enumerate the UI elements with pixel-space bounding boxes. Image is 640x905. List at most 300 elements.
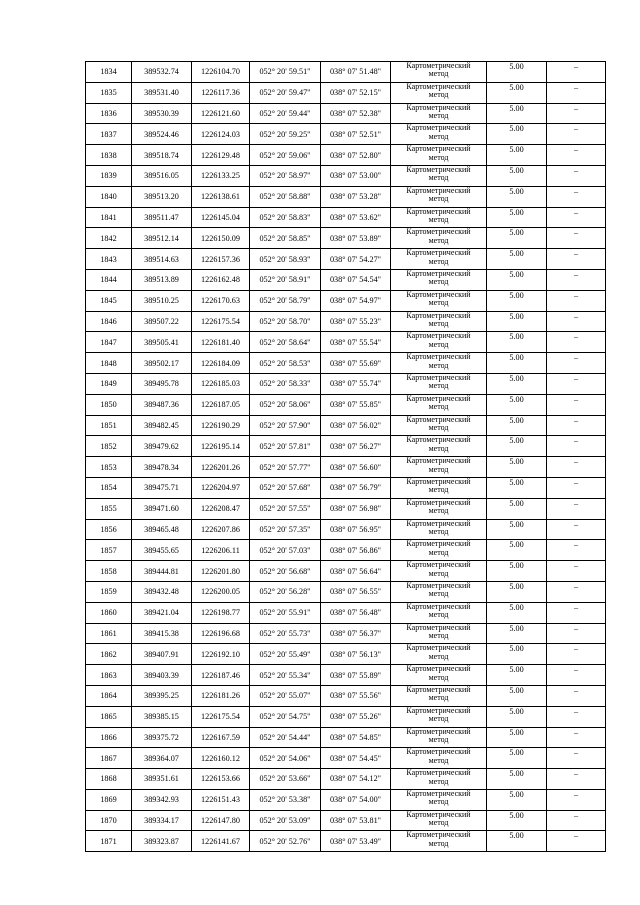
latitude-cell: 052° 20' 54.75" bbox=[250, 706, 321, 727]
method-cell bbox=[391, 124, 487, 145]
method-line1: Картометрический bbox=[406, 623, 471, 632]
method-cell bbox=[391, 457, 487, 478]
table-row bbox=[86, 269, 606, 290]
method-cell bbox=[391, 519, 487, 540]
coord-y-cell: 1226170.63 bbox=[192, 290, 250, 311]
method-line2: метод bbox=[428, 360, 449, 370]
point-number-cell: 1858 bbox=[86, 561, 132, 582]
latitude-cell: 052° 20' 58.93" bbox=[250, 249, 321, 270]
method-cell bbox=[391, 207, 487, 228]
coord-y-cell: 1226145.04 bbox=[192, 207, 250, 228]
longitude-cell: 038° 07' 54.27" bbox=[321, 249, 391, 270]
point-number-cell: 1851 bbox=[86, 415, 132, 436]
latitude-cell: 052° 20' 57.68" bbox=[250, 477, 321, 498]
method-cell bbox=[391, 186, 487, 207]
latitude-cell: 052° 20' 57.03" bbox=[250, 540, 321, 561]
latitude-cell: 052° 20' 57.90" bbox=[250, 415, 321, 436]
coord-x-cell: 389524.46 bbox=[132, 124, 192, 145]
accuracy-cell: 5.00 bbox=[487, 623, 547, 644]
method-line1: Картометрический bbox=[406, 352, 471, 362]
method-line1: Картометрический bbox=[406, 539, 471, 549]
description-cell: – bbox=[547, 269, 606, 290]
method-cell bbox=[391, 706, 487, 727]
coord-y-cell: 1226200.05 bbox=[192, 581, 250, 602]
accuracy-cell: 5.00 bbox=[487, 561, 547, 582]
coord-x-cell: 389444.81 bbox=[132, 561, 192, 582]
table-row bbox=[86, 228, 606, 249]
coord-y-cell: 1226141.67 bbox=[192, 831, 250, 852]
longitude-cell: 038° 07' 54.12" bbox=[321, 769, 391, 790]
accuracy-cell: 5.00 bbox=[487, 165, 547, 186]
table-row bbox=[86, 685, 606, 706]
table-row bbox=[86, 415, 606, 436]
accuracy-cell: 5.00 bbox=[487, 644, 547, 665]
method-line2: метод bbox=[428, 422, 449, 432]
coord-x-cell: 389471.60 bbox=[132, 498, 192, 519]
description-cell: – bbox=[547, 62, 606, 83]
table-row bbox=[86, 373, 606, 394]
description-cell: – bbox=[547, 290, 606, 311]
method-cell bbox=[391, 561, 487, 582]
coord-x-cell: 389395.25 bbox=[132, 685, 192, 706]
method-line2: метод bbox=[428, 443, 449, 453]
coord-x-cell: 389364.07 bbox=[132, 748, 192, 769]
latitude-cell: 052° 20' 56.28" bbox=[250, 581, 321, 602]
table-row bbox=[86, 186, 606, 207]
accuracy-cell: 5.00 bbox=[487, 477, 547, 498]
longitude-cell: 038° 07' 55.69" bbox=[321, 353, 391, 374]
description-cell: – bbox=[547, 685, 606, 706]
coord-x-cell: 389415.38 bbox=[132, 623, 192, 644]
latitude-cell: 052° 20' 58.83" bbox=[250, 207, 321, 228]
method-line2: метод bbox=[428, 568, 449, 578]
coord-y-cell: 1226104.70 bbox=[192, 62, 250, 83]
longitude-cell: 038° 07' 56.79" bbox=[321, 477, 391, 498]
method-line2: метод bbox=[428, 318, 449, 328]
point-number-cell: 1857 bbox=[86, 540, 132, 561]
coord-x-cell: 389323.87 bbox=[132, 831, 192, 852]
latitude-cell: 052° 20' 57.35" bbox=[250, 519, 321, 540]
latitude-cell: 052° 20' 58.85" bbox=[250, 228, 321, 249]
method-line2: метод bbox=[428, 526, 449, 536]
point-number-cell: 1870 bbox=[86, 810, 132, 831]
accuracy-cell: 5.00 bbox=[487, 82, 547, 103]
accuracy-cell: 5.00 bbox=[487, 394, 547, 415]
method-line1: Картометрический bbox=[406, 768, 471, 778]
coord-x-cell: 389502.17 bbox=[132, 353, 192, 374]
method-line1: Картометрический bbox=[406, 727, 471, 736]
coord-y-cell: 1226207.86 bbox=[192, 519, 250, 540]
table-row bbox=[86, 581, 606, 602]
method-line1: Картометрический bbox=[406, 227, 471, 237]
latitude-cell: 052° 20' 55.49" bbox=[250, 644, 321, 665]
point-number-cell: 1860 bbox=[86, 602, 132, 623]
accuracy-cell: 5.00 bbox=[487, 810, 547, 831]
point-number-cell: 1838 bbox=[86, 145, 132, 166]
longitude-cell: 038° 07' 52.15" bbox=[321, 82, 391, 103]
latitude-cell: 052° 20' 52.76" bbox=[250, 831, 321, 852]
point-number-cell: 1856 bbox=[86, 519, 132, 540]
coord-x-cell: 389513.20 bbox=[132, 186, 192, 207]
table-row bbox=[86, 831, 606, 852]
description-cell: – bbox=[547, 519, 606, 540]
coord-y-cell: 1226201.26 bbox=[192, 457, 250, 478]
latitude-cell: 052° 20' 58.70" bbox=[250, 311, 321, 332]
method-cell bbox=[391, 477, 487, 498]
method-line1: Картометрический bbox=[406, 581, 471, 590]
description-cell: – bbox=[547, 103, 606, 124]
longitude-cell: 038° 07' 52.80" bbox=[321, 145, 391, 166]
point-number-cell: 1842 bbox=[86, 228, 132, 249]
method-cell bbox=[391, 769, 487, 790]
method-line2: метод bbox=[428, 755, 449, 765]
latitude-cell: 052° 20' 58.64" bbox=[250, 332, 321, 353]
coord-y-cell: 1226150.09 bbox=[192, 228, 250, 249]
coord-x-cell: 389495.78 bbox=[132, 373, 192, 394]
point-number-cell: 1859 bbox=[86, 581, 132, 602]
coord-y-cell: 1226195.14 bbox=[192, 436, 250, 457]
latitude-cell: 052° 20' 59.51" bbox=[250, 62, 321, 83]
longitude-cell: 038° 07' 55.85" bbox=[321, 394, 391, 415]
coord-x-cell: 389465.48 bbox=[132, 519, 192, 540]
description-cell: – bbox=[547, 581, 606, 602]
latitude-cell: 052° 20' 57.55" bbox=[250, 498, 321, 519]
point-number-cell: 1850 bbox=[86, 394, 132, 415]
table-row bbox=[86, 62, 606, 83]
table-row bbox=[86, 82, 606, 103]
latitude-cell: 052° 20' 58.91" bbox=[250, 269, 321, 290]
method-line2: метод bbox=[428, 776, 449, 786]
accuracy-cell: 5.00 bbox=[487, 62, 547, 83]
coord-y-cell: 1226192.10 bbox=[192, 644, 250, 665]
point-number-cell: 1869 bbox=[86, 789, 132, 810]
table-row bbox=[86, 498, 606, 519]
coord-y-cell: 1226124.03 bbox=[192, 124, 250, 145]
method-line1: Картометрический bbox=[406, 165, 471, 174]
coord-x-cell: 389510.25 bbox=[132, 290, 192, 311]
longitude-cell: 038° 07' 54.97" bbox=[321, 290, 391, 311]
method-line2: метод bbox=[428, 131, 449, 141]
coord-x-cell: 389421.04 bbox=[132, 602, 192, 623]
coord-y-cell: 1226138.61 bbox=[192, 186, 250, 207]
description-cell: – bbox=[547, 311, 606, 332]
method-line1: Картометрический bbox=[406, 123, 471, 133]
accuracy-cell: 5.00 bbox=[487, 290, 547, 311]
point-number-cell: 1840 bbox=[86, 186, 132, 207]
method-cell bbox=[391, 311, 487, 332]
point-number-cell: 1844 bbox=[86, 269, 132, 290]
longitude-cell: 038° 07' 55.26" bbox=[321, 706, 391, 727]
coord-y-cell: 1226129.48 bbox=[192, 145, 250, 166]
coord-x-cell: 389432.48 bbox=[132, 581, 192, 602]
description-cell: – bbox=[547, 623, 606, 644]
point-number-cell: 1845 bbox=[86, 290, 132, 311]
method-line1: Картометрический bbox=[406, 477, 471, 486]
latitude-cell: 052° 20' 58.06" bbox=[250, 394, 321, 415]
method-cell bbox=[391, 332, 487, 353]
accuracy-cell: 5.00 bbox=[487, 186, 547, 207]
description-cell: – bbox=[547, 186, 606, 207]
description-cell: – bbox=[547, 436, 606, 457]
accuracy-cell: 5.00 bbox=[487, 311, 547, 332]
coord-x-cell: 389505.41 bbox=[132, 332, 192, 353]
method-line2: метод bbox=[428, 464, 449, 474]
coord-y-cell: 1226167.59 bbox=[192, 727, 250, 748]
longitude-cell: 038° 07' 54.45" bbox=[321, 748, 391, 769]
table-row bbox=[86, 789, 606, 810]
latitude-cell: 052° 20' 58.33" bbox=[250, 373, 321, 394]
method-cell bbox=[391, 748, 487, 769]
accuracy-cell: 5.00 bbox=[487, 207, 547, 228]
table-row bbox=[86, 644, 606, 665]
method-cell bbox=[391, 789, 487, 810]
method-line1: Картометрический bbox=[406, 373, 471, 382]
table-row bbox=[86, 623, 606, 644]
coord-y-cell: 1226117.36 bbox=[192, 82, 250, 103]
point-number-cell: 1853 bbox=[86, 457, 132, 478]
method-line1: Картометрический bbox=[406, 144, 471, 154]
point-number-cell: 1837 bbox=[86, 124, 132, 145]
method-line1: Картометрический bbox=[406, 789, 471, 798]
method-line2: метод bbox=[428, 672, 449, 682]
longitude-cell: 038° 07' 56.98" bbox=[321, 498, 391, 519]
latitude-cell: 052° 20' 58.88" bbox=[250, 186, 321, 207]
coord-x-cell: 389507.22 bbox=[132, 311, 192, 332]
latitude-cell: 052° 20' 55.91" bbox=[250, 602, 321, 623]
point-number-cell: 1836 bbox=[86, 103, 132, 124]
table-row bbox=[86, 145, 606, 166]
accuracy-cell: 5.00 bbox=[487, 228, 547, 249]
description-cell: – bbox=[547, 353, 606, 374]
accuracy-cell: 5.00 bbox=[487, 353, 547, 374]
method-cell bbox=[391, 665, 487, 686]
description-cell: – bbox=[547, 561, 606, 582]
description-cell: – bbox=[547, 789, 606, 810]
table-row bbox=[86, 810, 606, 831]
method-cell bbox=[391, 103, 487, 124]
coord-y-cell: 1226206.11 bbox=[192, 540, 250, 561]
coord-x-cell: 389512.14 bbox=[132, 228, 192, 249]
point-number-cell: 1865 bbox=[86, 706, 132, 727]
table-row bbox=[86, 207, 606, 228]
method-line2: метод bbox=[428, 339, 449, 349]
method-cell bbox=[391, 602, 487, 623]
point-number-cell: 1849 bbox=[86, 373, 132, 394]
description-cell: – bbox=[547, 706, 606, 727]
table-row bbox=[86, 769, 606, 790]
method-line1: Картометрический bbox=[406, 61, 471, 70]
method-line1: Картометрический bbox=[406, 498, 471, 507]
coord-x-cell: 389342.93 bbox=[132, 789, 192, 810]
point-number-cell: 1834 bbox=[86, 62, 132, 83]
coord-x-cell: 389403.39 bbox=[132, 665, 192, 686]
point-number-cell: 1868 bbox=[86, 769, 132, 790]
description-cell: – bbox=[547, 769, 606, 790]
point-number-cell: 1843 bbox=[86, 249, 132, 270]
accuracy-cell: 5.00 bbox=[487, 519, 547, 540]
table-row bbox=[86, 748, 606, 769]
method-line2: метод bbox=[428, 838, 449, 848]
method-line1: Картометрический bbox=[406, 103, 471, 112]
method-line1: Картометрический bbox=[406, 706, 471, 715]
method-line2: метод bbox=[428, 797, 449, 807]
point-number-cell: 1846 bbox=[86, 311, 132, 332]
point-number-cell: 1847 bbox=[86, 332, 132, 353]
method-cell bbox=[391, 644, 487, 665]
description-cell: – bbox=[547, 477, 606, 498]
accuracy-cell: 5.00 bbox=[487, 706, 547, 727]
table-row bbox=[86, 353, 606, 374]
table-row bbox=[86, 290, 606, 311]
coord-y-cell: 1226151.43 bbox=[192, 789, 250, 810]
method-line2: метод bbox=[428, 111, 449, 120]
table-row bbox=[86, 665, 606, 686]
point-number-cell: 1855 bbox=[86, 498, 132, 519]
longitude-cell: 038° 07' 53.62" bbox=[321, 207, 391, 228]
coord-x-cell: 389407.91 bbox=[132, 644, 192, 665]
latitude-cell: 052° 20' 57.81" bbox=[250, 436, 321, 457]
method-line2: метод bbox=[428, 402, 449, 412]
latitude-cell: 052° 20' 55.07" bbox=[250, 685, 321, 706]
latitude-cell: 052° 20' 59.06" bbox=[250, 145, 321, 166]
coordinates-table-body bbox=[86, 62, 606, 852]
description-cell: – bbox=[547, 498, 606, 519]
method-line2: метод bbox=[428, 610, 449, 620]
description-cell: – bbox=[547, 415, 606, 436]
method-line2: метод bbox=[428, 298, 449, 308]
latitude-cell: 052° 20' 55.73" bbox=[250, 623, 321, 644]
method-line2: метод bbox=[428, 651, 449, 661]
coord-y-cell: 1226175.54 bbox=[192, 311, 250, 332]
latitude-cell: 052° 20' 59.47" bbox=[250, 82, 321, 103]
description-cell: – bbox=[547, 665, 606, 686]
table-row bbox=[86, 457, 606, 478]
table-row bbox=[86, 332, 606, 353]
table-row bbox=[86, 540, 606, 561]
method-line2: метод bbox=[428, 69, 449, 79]
longitude-cell: 038° 07' 56.37" bbox=[321, 623, 391, 644]
coord-y-cell: 1226204.97 bbox=[192, 477, 250, 498]
longitude-cell: 038° 07' 56.13" bbox=[321, 644, 391, 665]
point-number-cell: 1854 bbox=[86, 477, 132, 498]
point-number-cell: 1866 bbox=[86, 727, 132, 748]
method-cell bbox=[391, 810, 487, 831]
table-row bbox=[86, 706, 606, 727]
point-number-cell: 1848 bbox=[86, 353, 132, 374]
method-cell bbox=[391, 436, 487, 457]
latitude-cell: 052° 20' 58.97" bbox=[250, 165, 321, 186]
method-cell bbox=[391, 62, 487, 83]
longitude-cell: 038° 07' 56.64" bbox=[321, 561, 391, 582]
longitude-cell: 038° 07' 56.86" bbox=[321, 540, 391, 561]
longitude-cell: 038° 07' 53.81" bbox=[321, 810, 391, 831]
accuracy-cell: 5.00 bbox=[487, 769, 547, 790]
method-line2: метод bbox=[428, 194, 449, 204]
accuracy-cell: 5.00 bbox=[487, 415, 547, 436]
method-cell bbox=[391, 831, 487, 852]
description-cell: – bbox=[547, 332, 606, 353]
method-line2: метод bbox=[428, 630, 449, 640]
latitude-cell: 052° 20' 55.34" bbox=[250, 665, 321, 686]
point-number-cell: 1867 bbox=[86, 748, 132, 769]
accuracy-cell: 5.00 bbox=[487, 748, 547, 769]
longitude-cell: 038° 07' 56.02" bbox=[321, 415, 391, 436]
method-cell bbox=[391, 353, 487, 374]
table-row bbox=[86, 124, 606, 145]
table-row bbox=[86, 436, 606, 457]
point-number-cell: 1864 bbox=[86, 685, 132, 706]
method-cell bbox=[391, 373, 487, 394]
latitude-cell: 052° 20' 57.77" bbox=[250, 457, 321, 478]
accuracy-cell: 5.00 bbox=[487, 498, 547, 519]
method-cell bbox=[391, 415, 487, 436]
method-line1: Картометрический bbox=[406, 186, 471, 195]
accuracy-cell: 5.00 bbox=[487, 789, 547, 810]
method-cell bbox=[391, 228, 487, 249]
method-line1: Картометрический bbox=[406, 82, 471, 91]
longitude-cell: 038° 07' 55.23" bbox=[321, 311, 391, 332]
accuracy-cell: 5.00 bbox=[487, 124, 547, 145]
coord-y-cell: 1226162.48 bbox=[192, 269, 250, 290]
coord-y-cell: 1226153.66 bbox=[192, 769, 250, 790]
method-line1: Картометрический bbox=[406, 415, 471, 424]
method-cell bbox=[391, 269, 487, 290]
coord-y-cell: 1226175.54 bbox=[192, 706, 250, 727]
latitude-cell: 052° 20' 53.09" bbox=[250, 810, 321, 831]
coord-y-cell: 1226181.26 bbox=[192, 685, 250, 706]
method-line1: Картометрический bbox=[406, 248, 471, 258]
coord-y-cell: 1226187.46 bbox=[192, 665, 250, 686]
longitude-cell: 038° 07' 54.00" bbox=[321, 789, 391, 810]
latitude-cell: 052° 20' 53.66" bbox=[250, 769, 321, 790]
description-cell: – bbox=[547, 145, 606, 166]
coord-x-cell: 389516.05 bbox=[132, 165, 192, 186]
coord-x-cell: 389532.74 bbox=[132, 62, 192, 83]
longitude-cell: 038° 07' 53.49" bbox=[321, 831, 391, 852]
point-number-cell: 1862 bbox=[86, 644, 132, 665]
description-cell: – bbox=[547, 540, 606, 561]
accuracy-cell: 5.00 bbox=[487, 249, 547, 270]
point-number-cell: 1841 bbox=[86, 207, 132, 228]
accuracy-cell: 5.00 bbox=[487, 581, 547, 602]
longitude-cell: 038° 07' 56.27" bbox=[321, 436, 391, 457]
longitude-cell: 038° 07' 56.55" bbox=[321, 581, 391, 602]
longitude-cell: 038° 07' 51.48" bbox=[321, 62, 391, 83]
method-line1: Картометрический bbox=[406, 664, 471, 674]
table-row bbox=[86, 165, 606, 186]
point-number-cell: 1863 bbox=[86, 665, 132, 686]
method-line2: метод bbox=[428, 506, 449, 516]
coord-y-cell: 1226160.12 bbox=[192, 748, 250, 769]
accuracy-cell: 5.00 bbox=[487, 145, 547, 166]
longitude-cell: 038° 07' 54.54" bbox=[321, 269, 391, 290]
coord-y-cell: 1226133.25 bbox=[192, 165, 250, 186]
coord-y-cell: 1226208.47 bbox=[192, 498, 250, 519]
point-number-cell: 1861 bbox=[86, 623, 132, 644]
coord-y-cell: 1226190.29 bbox=[192, 415, 250, 436]
table-row bbox=[86, 519, 606, 540]
coord-x-cell: 389482.45 bbox=[132, 415, 192, 436]
longitude-cell: 038° 07' 56.95" bbox=[321, 519, 391, 540]
description-cell: – bbox=[547, 373, 606, 394]
description-cell: – bbox=[547, 249, 606, 270]
method-cell bbox=[391, 290, 487, 311]
method-line1: Картометрический bbox=[406, 602, 471, 611]
method-line1: Картометрический bbox=[406, 435, 471, 445]
description-cell: – bbox=[547, 207, 606, 228]
point-number-cell: 1835 bbox=[86, 82, 132, 103]
method-line1: Картометрический bbox=[406, 747, 471, 757]
